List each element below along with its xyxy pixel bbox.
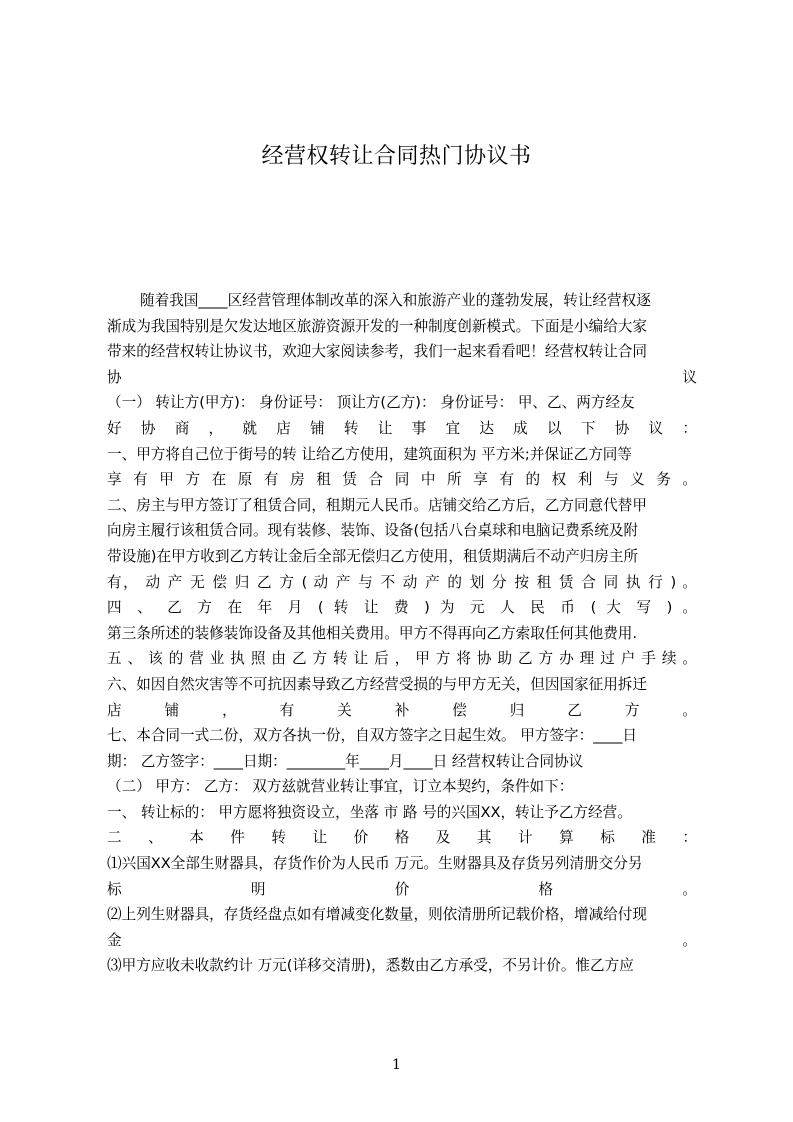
text-line: 五 、 该 的 营 业 执 照 由 乙 方 转 让 后 ， 甲 方 将 协 助 乙 方 办 理 过 户 手 续 。 bbox=[107, 650, 697, 668]
text-line: 享 有 甲 方 在 原 有 房 租 赁 合 同 中 所 享 有 的 权 利 与 义 务 。 bbox=[107, 471, 697, 489]
text-line: 二 、 本 件 转 让 价 格 及 其 计 算 标 准 ： bbox=[107, 829, 697, 847]
text-line: 店 铺 ， 有 关 补 偿 归 乙 方 。 bbox=[107, 701, 697, 719]
text-line: ⑴兴国XX全部生财器具，存货作价为人民币 万元。生财器具及存货另列清册交分另 bbox=[107, 855, 643, 873]
text-line: ⑶甲方应收未收款约计 万元(详移交清册)，悉数由乙方承受，不另计价。惟乙方应 bbox=[107, 957, 634, 975]
text-line: 金 。 bbox=[107, 931, 697, 949]
text-line: ⑵上列生财器具，存货经盘点如有增减变化数量，则依清册所记载价格，增减给付现 bbox=[107, 906, 647, 924]
text-line: 一、 转让标的： 甲方愿将独资设立，坐落 市 路 号的兴国XX，转让予乙方经营。 bbox=[107, 803, 632, 821]
text-line: 带来的经营权转让协议书，欢迎大家阅读参考，我们一起来看看吧！经营权转让合同 bbox=[107, 343, 647, 361]
text-line: 七、本合同一式二份，双方各执一份，自双方签字之日起生效。 甲方签字：____日 bbox=[107, 727, 638, 745]
text-line: 二、房主与甲方签订了租赁合同，租期元人民币。店铺交给乙方后，乙方同意代替甲 bbox=[107, 496, 647, 514]
text-line: 好 协 商 ， 就 店 铺 转 让 事 宜 达 成 以 下 协 议 ： bbox=[107, 419, 697, 437]
text-line: 标 明 价 格 。 bbox=[107, 880, 697, 898]
text-line: 有， 动 产 无 偿 归 乙 方 ( 动 产 与 不 动 产 的 划 分 按 租 赁 合 同 执 行 ) 。 bbox=[107, 573, 697, 591]
text-line: 六、如因自然灾害等不可抗因素导致乙方经营受损的与甲方无关，但因国家征用拆迁 bbox=[107, 675, 647, 693]
page-number: 1 bbox=[392, 1057, 401, 1073]
text-line: 带设施)在甲方收到乙方转让金后全部无偿归乙方使用，租赁期满后不动产归房主所 bbox=[107, 547, 639, 565]
document-body bbox=[107, 288, 697, 979]
text-line: （一） 转让方(甲方)： 身份证号： 顶让方(乙方)： 身份证号： 甲、乙、两方经友 bbox=[107, 394, 635, 412]
text-line: （二） 甲方： 乙方： 双方兹就营业转让事宜，订立本契约，条件如下： bbox=[107, 778, 574, 796]
text-line: 第三条所述的装修装饰设备及其他相关费用。甲方不得再向乙方索取任何其他费用. bbox=[107, 624, 638, 642]
text-line: 四 、 乙 方 在 年 月 ( 转 让 费 ) 为 元 人 民 币 ( 大 写 ) 。 bbox=[107, 599, 697, 617]
text-line: 渐成为我国特别是欠发达地区旅游资源开发的一种制度创新模式。下面是小编给大家 bbox=[107, 317, 647, 335]
text-line: 向房主履行该租赁合同。现有装修、装饰、设备(包括八台桌球和电脑记费系统及附 bbox=[107, 522, 639, 540]
text-line: 一、甲方将自己位于街号的转 让给乙方使用，建筑面积为 平方米;并保证乙方同等 bbox=[107, 445, 632, 463]
document-title: 经营权转让合同热门协议书 bbox=[261, 144, 532, 169]
text-line: 随着我国____区经营管理体制改革的深入和旅游产业的蓬勃发展，转让经营权逐 bbox=[140, 292, 651, 309]
text-line: 协 议 bbox=[107, 368, 697, 386]
text-line: 期： 乙方签字：____日期：________年____月____日 经营权转让合同协议 bbox=[107, 752, 584, 770]
